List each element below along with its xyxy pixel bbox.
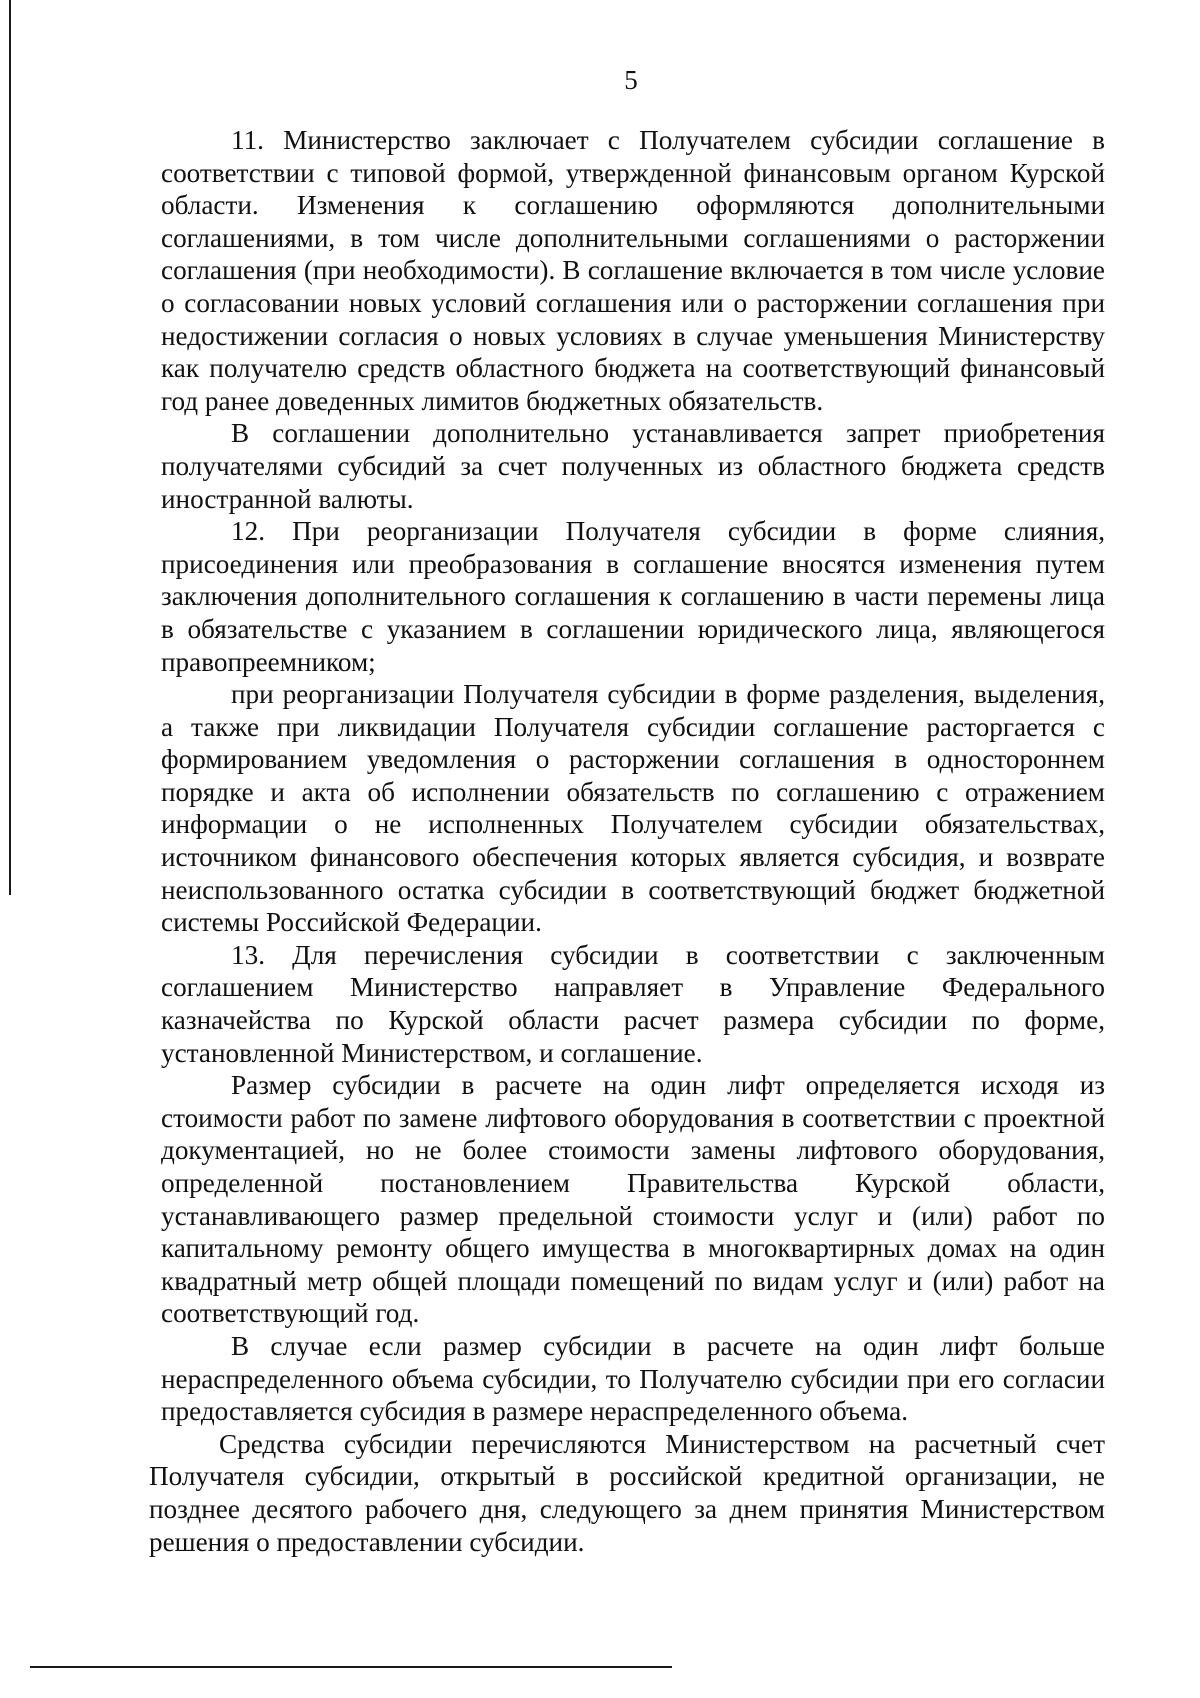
paragraph-13: 13. Для перечисления субсидии в соответствии с заключенным соглашением Министерство направляет в Управление Федерального казначейства по Курской области расчет размера субсидии по форме, установленной Министерством, и соглашение. (161, 939, 1105, 1068)
paragraph-transfer-of-funds: Средства субсидии перечисляются Министерством на расчетный счет Получателя субсидии, открытый в российской кредитной организации, не позднее десятого рабочего дня, следующего за днем принятия Министерством решения о предоставлении субсидии. (149, 1428, 1105, 1557)
paragraph-foreign-currency-ban: В соглашении дополнительно устанавливается запрет приобретения получателями субсидий за счет полученных из областного бюджета средств иностранной валюты. (161, 418, 1105, 514)
bottom-rule-line (30, 1666, 672, 1668)
page-number: 5 (624, 65, 638, 95)
document-body (149, 124, 1105, 1558)
scan-left-edge-line (9, 0, 11, 895)
paragraph-11: 11. Министерство заключает с Получателем субсидии соглашение в соответствии с типовой формой, утвержденной финансовым органом Курской области. Изменения к соглашению оформляются дополнительными соглашениями, в том числе дополнительными соглашениями о расторжении соглашения (при необходимости). В соглашение включается в том числе условие о согласовании новых условий соглашения или о расторжении соглашения при недостижении согласия о новых условиях в случае уменьшения Министерству как получателю средств областного бюджета на соответствующий финансовый год ранее доведенных лимитов бюджетных обязательств. (161, 125, 1105, 416)
paragraph-12: 12. При реорганизации Получателя субсидии в форме слияния, присоединения или преобразования в соглашение вносятся изменения путем заключения дополнительного соглашения к соглашению в части перемены лица в обязательстве с указанием в соглашении юридического лица, являющегося правопреемником; (161, 516, 1105, 677)
paragraph-subsidy-size: Размер субсидии в расчете на один лифт определяется исходя из стоимости работ по замене лифтового оборудования в соответствии с проектной документацией, но не более стоимости замены лифтового оборудования, определенной постановлением Правительства Курской области, устанавливающего размер предельной стоимости услуг и (или) работ по капитальному ремонту общего имущества в многоквартирных домах на один квадратный метр общей площади помещений по видам услуг и (или) работ на соответствующий год. (161, 1070, 1105, 1329)
paragraph-reorganization-division: при реорганизации Получателя субсидии в форме разделения, выделения, а также при ликвидации Получателя субсидии соглашение расторгается с формированием уведомления о расторжении соглашения в одностороннем порядке и акта об исполнении обязательств по соглашению с отражением информации о не исполненных Получателем субсидии обязательствах, источником финансового обеспечения которых является субсидия, и возврате неиспользованного остатка субсидии в соответствующий бюджет бюджетной системы Российской Федерации. (161, 679, 1105, 938)
paragraph-undistributed-volume: В случае если размер субсидии в расчете на один лифт больше нераспределенного объема субсидии, то Получателю субсидии при его согласии предоставляется субсидия в размере нераспределенного объема. (161, 1330, 1105, 1427)
